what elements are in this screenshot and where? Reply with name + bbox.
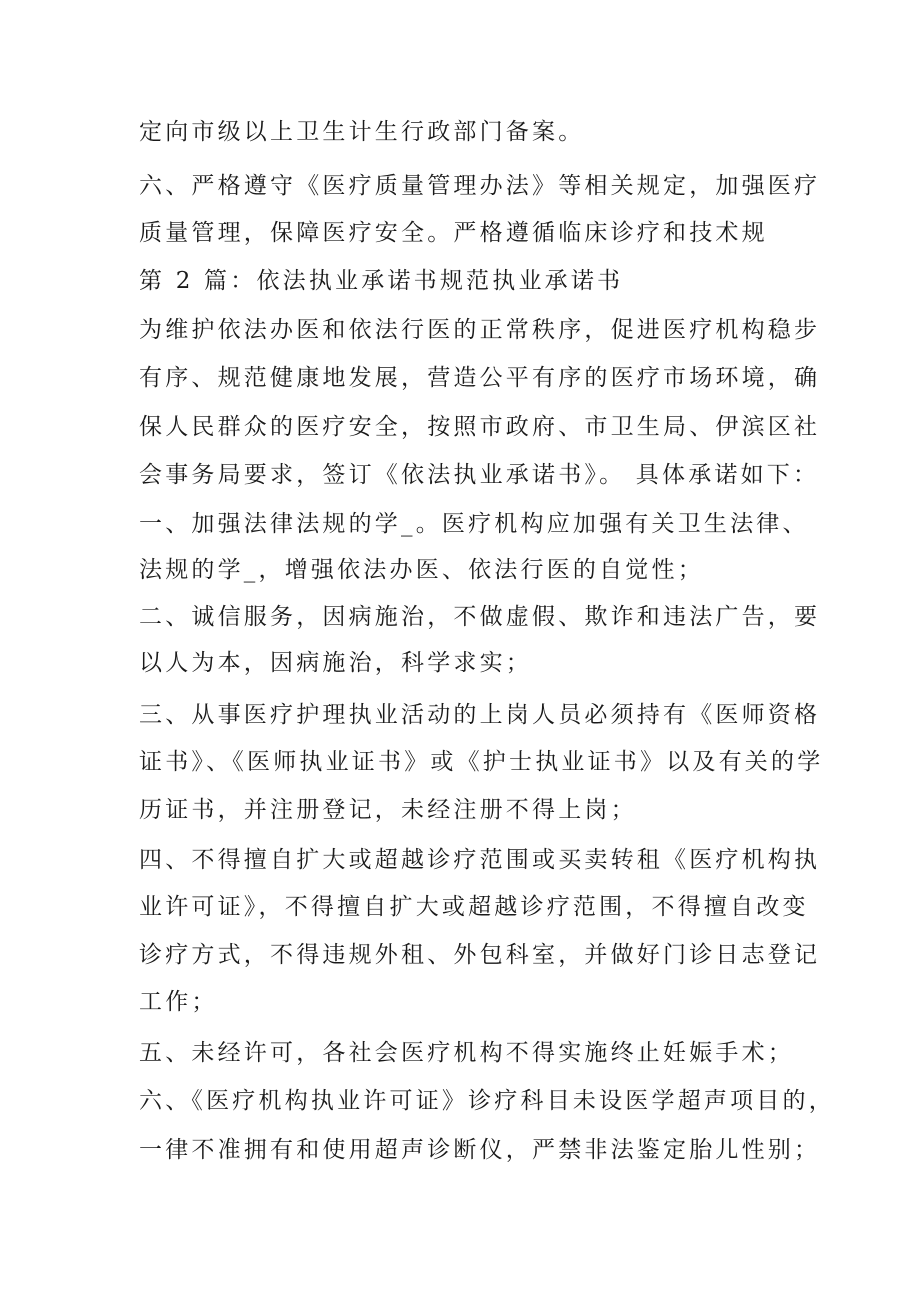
text-line: 以人为本，因病施治，科学求实； [139,650,532,676]
text-line: 六、《医疗机构执业许可证》诊疗科目未设医学超声项目的， [139,1088,835,1114]
text-line: 法规的学_，增强依法办医、依法行医的自觉性； [139,557,704,583]
text-line: 有序、规范健康地发展，营造公平有序的医疗市场环境，确 [139,365,821,391]
text-line: 为维护依法办医和依法行医的正常秩序，促进医疗机构稳步 [139,317,821,343]
text-line: 定向市级以上卫生计生行政部门备案。 [139,119,585,145]
text-line: 四、不得擅自扩大或超越诊疗范围或买卖转租《医疗机构执 [139,847,821,873]
text-line: 一律不准拥有和使用超声诊断仪，严禁非法鉴定胎儿性别； [139,1137,821,1163]
text-line: 保人民群众的医疗安全，按照市政府、市卫生局、伊滨区社 [139,414,821,440]
section-heading: 第 2 篇：依法执业承诺书规范执业承诺书 [139,268,624,294]
text-line: 历证书，并注册登记，未经注册不得上岗； [139,797,637,823]
text-line: 业许可证》，不得擅自扩大或超越诊疗范围，不得擅自改变 [139,894,809,920]
text-line: 质量管理，保障医疗安全。严格遵循临床诊疗和技术规 [139,220,768,246]
text-line: 五、未经许可，各社会医疗机构不得实施终止妊娠手术； [139,1040,794,1066]
text-line: 会事务局要求，签订《依法执业承诺书》。 具体承诺如下： [139,462,820,488]
text-line: 三、从事医疗护理执业活动的上岗人员必须持有《医师资格 [139,702,821,728]
text-line: 证书》、《医师执业证书》或《护士执业证书》以及有关的学 [139,749,824,775]
text-line: 二、诚信服务，因病施治，不做虚假、欺诈和违法广告，要 [139,604,821,630]
text-line: 工作； [139,989,218,1015]
text-line: 诊疗方式，不得违规外租、外包科室，并做好门诊日志登记 [139,942,821,968]
text-line: 一、加强法律法规的学_。医疗机构应加强有关卫生法律、 [139,511,809,537]
text-line: 六、严格遵守《医疗质量管理办法》等相关规定，加强医疗 [139,173,821,199]
